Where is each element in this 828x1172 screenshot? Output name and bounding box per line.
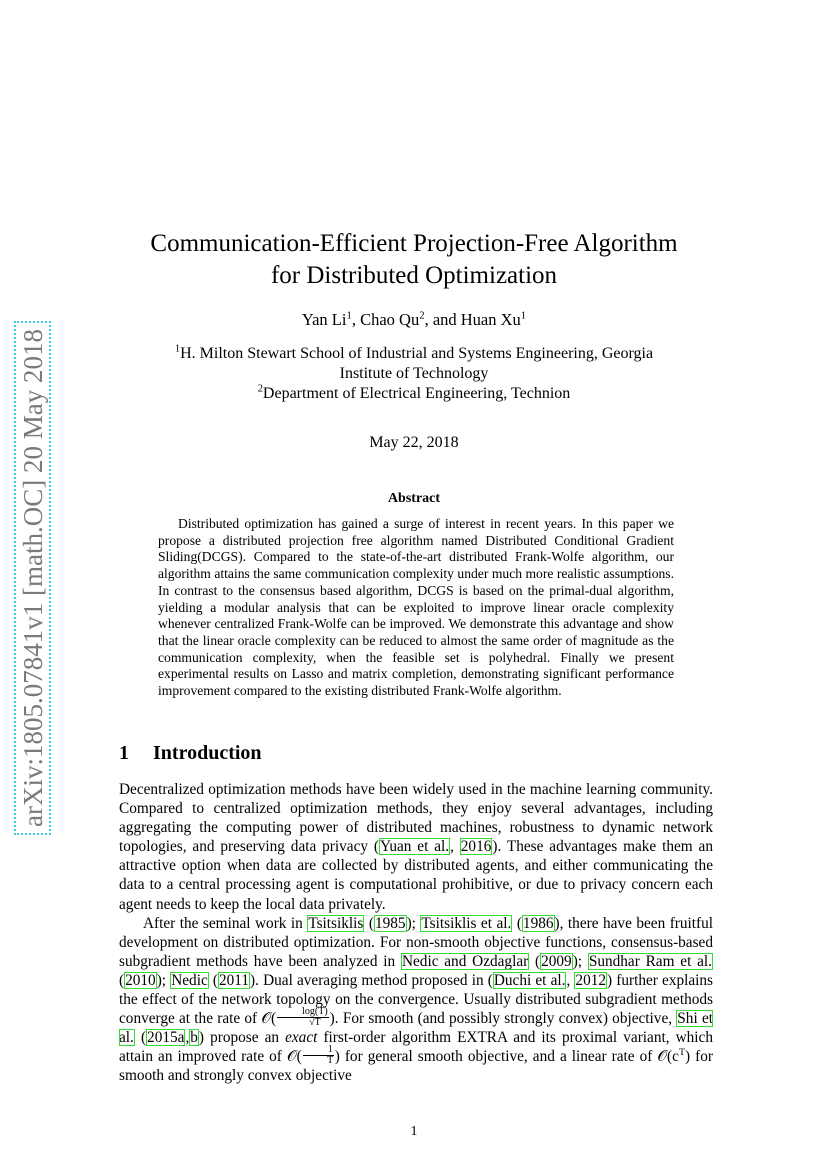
body-text <box>119 780 713 1086</box>
citation-link[interactable]: Nedic and Ozdaglar <box>401 952 529 970</box>
affiliation-text: Institute of Technology <box>339 365 489 382</box>
affiliation-mark: 2 <box>419 309 425 322</box>
author-name: Huan Xu <box>460 310 521 329</box>
citation-link[interactable]: Tsitsiklis et al. <box>421 914 512 932</box>
paragraph-2 <box>119 914 713 1086</box>
affiliation-line <box>100 384 728 404</box>
math-fraction <box>303 1045 334 1066</box>
abstract-heading: Abstract <box>387 491 441 506</box>
affiliation-mark: 1 <box>174 343 181 355</box>
citation-link[interactable]: Sundhar Ram et al. <box>588 952 712 970</box>
text-run: first-order algorithm EXTRA and its proximal variant, which attain an improved rate of 𝒪( <box>119 1029 713 1066</box>
fraction-denominator: T <box>327 1055 334 1067</box>
affiliation-text: Department of Electrical Engineering, Technion <box>262 385 571 402</box>
author-separator: , and <box>424 310 461 329</box>
text-run: After the seminal work in <box>143 914 308 932</box>
title-line-2: for Distributed Optimization <box>270 262 558 289</box>
text-run: , <box>185 1029 190 1047</box>
math-fraction <box>277 1007 329 1028</box>
text-run: ), there have been fruitful development on distributed optimization. For non-smooth objective functions, consensus-based subgradient methods have been analyzed in <box>119 914 714 970</box>
citation-link[interactable]: Tsitsiklis <box>308 914 364 932</box>
paper-title <box>100 228 728 292</box>
citation-link[interactable]: Yuan et al. <box>380 838 450 856</box>
arxiv-identifier-stamp[interactable]: arXiv:1805.07841v1 [math.OC] 20 May 2018 <box>14 321 51 835</box>
text-run: ( <box>208 971 218 989</box>
text-run: ( <box>529 952 541 970</box>
text-run: , <box>566 971 575 989</box>
citation-link[interactable]: 2009 <box>541 952 572 970</box>
affiliation-mark: 1 <box>520 309 527 322</box>
citation-link[interactable]: 1986 <box>522 914 554 932</box>
citation-link[interactable]: 2016 <box>460 838 492 856</box>
text-run: ( <box>364 914 374 932</box>
publication-date: May 22, 2018 <box>369 434 459 451</box>
citation-link[interactable]: 1985 <box>374 914 406 932</box>
author-separator: , <box>351 310 361 329</box>
emphasis: exact <box>285 1029 318 1047</box>
author-list <box>100 310 728 330</box>
text-run: ( <box>119 971 125 989</box>
section-title: Introduction <box>153 742 262 764</box>
fraction-denominator: √T <box>309 1017 321 1029</box>
text-run: ). For smooth (and possibly strongly convex) objective, <box>329 1010 677 1028</box>
affiliation-mark: 2 <box>257 383 263 395</box>
text-run: ) for general smooth objective, and a linear rate of 𝒪(c <box>334 1048 679 1066</box>
citation-link[interactable]: Duchi et al. <box>493 971 566 989</box>
citation-link[interactable]: Nedic <box>171 971 208 989</box>
page-number: 1 <box>410 1124 418 1139</box>
section-heading <box>119 742 262 765</box>
text-run: ); <box>156 971 171 989</box>
citation-link[interactable]: Shi et al. <box>119 1010 713 1047</box>
abstract-text: Distributed optimization has gained a surge of interest in recent years. In this paper we propose a distributed projection free algorithm named Distributed Conditional Gradient Sliding(DCGS). Compared to the state-of-the-art distributed Frank-Wolfe algorithm, our algorithm attains the same communication complexity under much more realistic assumptions. In contrast to the consensus based algorithm, DCGS is based on the primal-dual algorithm, yielding a modular analysis that can be exploited to improve linear oracle complexity whenever centralized Frank-Wolfe can be improved. We demonstrate this advantage and show that the linear oracle complexity can be reduced to almost the same order of magnitude as the communication complexity, when the feasible set is polyhedral. Finally we present experimental results on Lasso and matrix completion, demonstrating significant performance improvement compared to the existing distributed Frank-Wolfe algorithm. <box>158 516 674 699</box>
text-run: ); <box>572 952 588 970</box>
section-number: 1 <box>119 742 129 764</box>
text-run: ) for smooth and strongly convex objective <box>119 1048 713 1085</box>
citation-link[interactable]: 2010 <box>125 971 156 989</box>
citation-link[interactable]: b <box>190 1029 198 1047</box>
affiliation-text: H. Milton Stewart School of Industrial and Systems Engineering, Georgia <box>180 345 654 362</box>
author-name: Chao Qu <box>360 310 420 329</box>
affiliations <box>100 344 728 404</box>
affiliation-mark: 1 <box>346 309 352 322</box>
text-run: ( <box>134 1029 147 1047</box>
title-line-1: Communication-Efficient Projection-Free Algorithm <box>150 230 678 257</box>
citation-link[interactable]: 2015a <box>147 1029 185 1047</box>
fraction-numerator: 1 <box>303 1045 334 1056</box>
text-run: ) further explains the effect of the network topology on the convergence. Usually distributed subgradient methods converge at the rate of 𝒪( <box>119 971 714 1028</box>
affiliation-line <box>100 364 728 384</box>
affiliation-line <box>100 344 728 364</box>
text-run: ). These advantages make them an attractive option when data are collected by distributed agents, and either communicating the data to a central processing agent is computational prohibitive, or due to privacy concern each agent needs to keep the local data privately. <box>119 838 713 913</box>
text-run: ( <box>512 914 522 932</box>
text-run: , <box>450 838 460 856</box>
text-run: ); <box>406 914 421 932</box>
citation-link[interactable]: 2011 <box>218 971 250 989</box>
text-run: Decentralized optimization methods have been widely used in the machine learning community. Compared to centralized optimization methods, they enjoy several advantages, including aggregating the computing power of distributed machines, robustness to dynamic network topologies, and preserving data privacy ( <box>119 781 713 856</box>
paragraph-1 <box>119 780 713 914</box>
fraction-numerator: log(T) <box>277 1007 329 1018</box>
text-run: ). Dual averaging method proposed in ( <box>250 971 493 989</box>
author-name: Yan Li <box>301 310 347 329</box>
citation-link[interactable]: 2012 <box>575 971 607 989</box>
superscript: T <box>678 1047 686 1059</box>
text-run: ) propose an <box>198 1029 286 1047</box>
